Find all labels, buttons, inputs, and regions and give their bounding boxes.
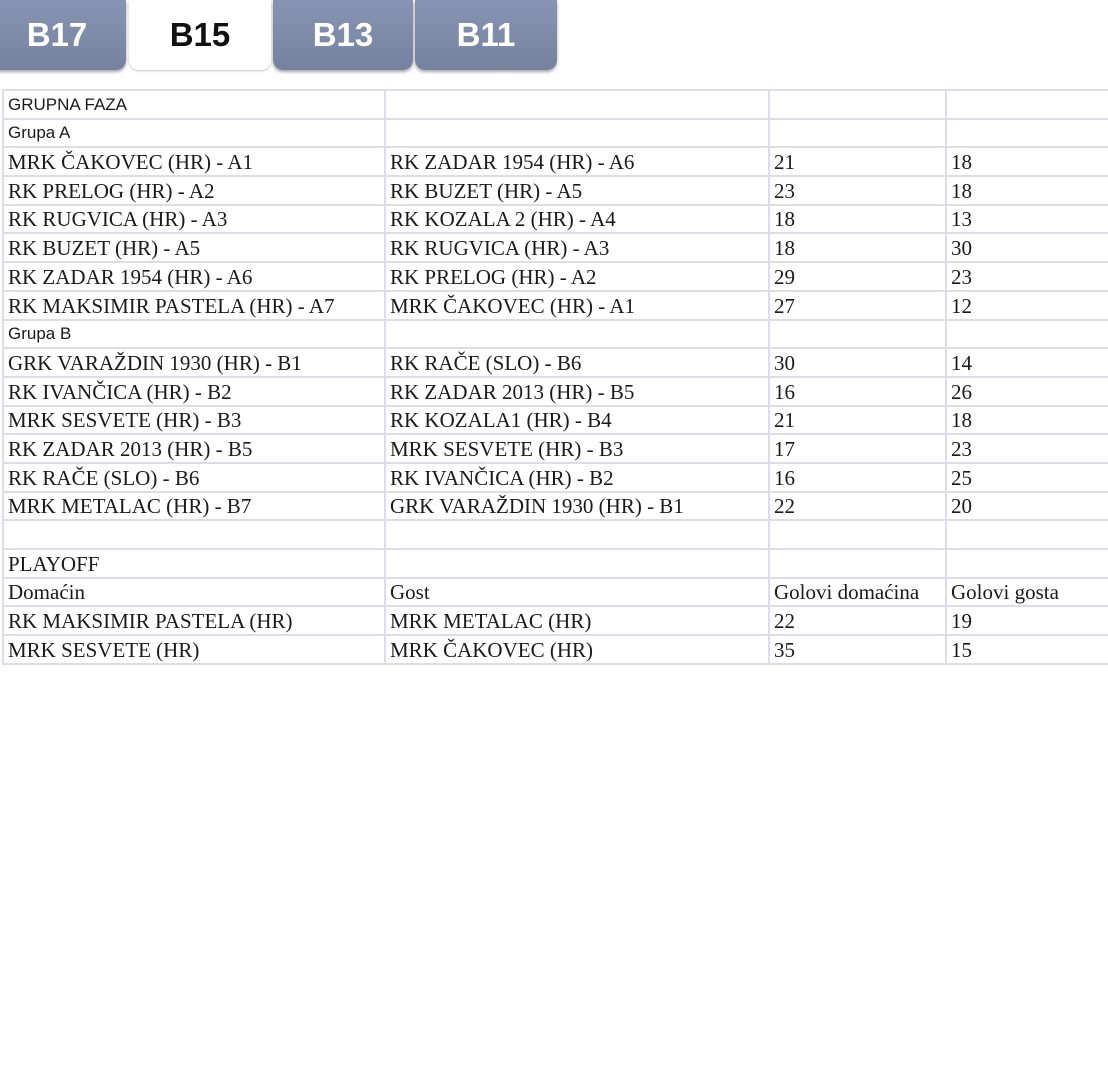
home-team-cell[interactable]: RK IVANČICA (HR) - B2 [3, 377, 385, 406]
home-goals-cell[interactable] [769, 119, 946, 148]
home-team-cell[interactable]: RK RAČE (SLO) - B6 [3, 463, 385, 492]
home-team-cell[interactable]: MRK SESVETE (HR) [3, 635, 385, 664]
match-row [3, 262, 1108, 291]
home-goals-cell[interactable]: 23 [769, 176, 946, 205]
results-sheet [2, 89, 1108, 665]
home-goals-cell[interactable]: 16 [769, 377, 946, 406]
match-row [3, 463, 1108, 492]
home-goals-cell[interactable] [769, 320, 946, 349]
header-row [3, 578, 1108, 607]
section-row [3, 320, 1108, 349]
match-row [3, 434, 1108, 463]
match-row [3, 291, 1108, 320]
match-row [3, 147, 1108, 176]
away-goals-cell[interactable]: 20 [946, 492, 1108, 521]
away-team-cell[interactable]: GRK VARAŽDIN 1930 (HR) - B1 [385, 492, 769, 521]
away-goals-cell[interactable]: 30 [946, 233, 1108, 262]
away-team-cell[interactable]: RK BUZET (HR) - A5 [385, 176, 769, 205]
home-goals-cell[interactable]: 22 [769, 606, 946, 635]
home-goals-cell[interactable]: 18 [769, 233, 946, 262]
column-header-cell[interactable]: Gost [385, 578, 769, 607]
away-team-cell[interactable] [385, 119, 769, 148]
home-team-cell[interactable]: RK MAKSIMIR PASTELA (HR) - A7 [3, 291, 385, 320]
home-goals-cell[interactable]: 17 [769, 434, 946, 463]
away-team-cell[interactable]: RK ZADAR 1954 (HR) - A6 [385, 147, 769, 176]
empty-cell[interactable] [3, 520, 385, 549]
away-goals-cell[interactable]: 25 [946, 463, 1108, 492]
away-team-cell[interactable]: MRK SESVETE (HR) - B3 [385, 434, 769, 463]
section-row [3, 90, 1108, 119]
away-goals-cell[interactable] [946, 320, 1108, 349]
away-goals-cell[interactable]: 18 [946, 406, 1108, 435]
column-header-cell[interactable]: Golovi gosta [946, 578, 1108, 607]
home-team-cell[interactable]: RK ZADAR 1954 (HR) - A6 [3, 262, 385, 291]
match-row [3, 406, 1108, 435]
home-team-cell[interactable]: RK PRELOG (HR) - A2 [3, 176, 385, 205]
away-team-cell[interactable]: RK PRELOG (HR) - A2 [385, 262, 769, 291]
away-goals-cell[interactable] [946, 90, 1108, 119]
away-team-cell[interactable]: RK RUGVICA (HR) - A3 [385, 233, 769, 262]
home-team-cell[interactable]: MRK METALAC (HR) - B7 [3, 492, 385, 521]
tab-b13[interactable]: B13 [273, 0, 413, 70]
empty-cell[interactable] [769, 520, 946, 549]
results-table [2, 89, 1108, 665]
empty-cell[interactable] [946, 520, 1108, 549]
match-row [3, 377, 1108, 406]
away-goals-cell[interactable] [946, 119, 1108, 148]
away-goals-cell[interactable]: 14 [946, 348, 1108, 377]
home-goals-cell[interactable]: 30 [769, 348, 946, 377]
away-goals-cell[interactable]: 23 [946, 434, 1108, 463]
home-goals-cell[interactable]: 27 [769, 291, 946, 320]
home-goals-cell[interactable]: 16 [769, 463, 946, 492]
away-team-cell[interactable]: MRK ČAKOVEC (HR) [385, 635, 769, 664]
match-row [3, 205, 1108, 234]
away-team-cell[interactable]: RK KOZALA 2 (HR) - A4 [385, 205, 769, 234]
home-team-cell[interactable]: MRK SESVETE (HR) - B3 [3, 406, 385, 435]
home-goals-cell[interactable]: 18 [769, 205, 946, 234]
home-goals-cell[interactable] [769, 90, 946, 119]
away-team-cell[interactable]: RK RAČE (SLO) - B6 [385, 348, 769, 377]
home-goals-cell[interactable]: 21 [769, 406, 946, 435]
home-team-cell[interactable]: RK BUZET (HR) - A5 [3, 233, 385, 262]
away-goals-cell[interactable]: 18 [946, 176, 1108, 205]
playoff-title-cell[interactable]: PLAYOFF [3, 549, 385, 578]
away-goals-cell[interactable] [946, 549, 1108, 578]
away-team-cell[interactable]: RK ZADAR 2013 (HR) - B5 [385, 377, 769, 406]
match-row [3, 233, 1108, 262]
tab-b11[interactable]: B11 [415, 0, 557, 70]
home-goals-cell[interactable]: 29 [769, 262, 946, 291]
home-goals-cell[interactable]: 21 [769, 147, 946, 176]
section-label-cell[interactable]: Grupa A [3, 119, 385, 148]
away-team-cell[interactable]: MRK METALAC (HR) [385, 606, 769, 635]
home-team-cell[interactable]: MRK ČAKOVEC (HR) - A1 [3, 147, 385, 176]
away-team-cell[interactable] [385, 90, 769, 119]
away-goals-cell[interactable]: 15 [946, 635, 1108, 664]
home-team-cell[interactable]: RK MAKSIMIR PASTELA (HR) [3, 606, 385, 635]
away-team-cell[interactable]: RK IVANČICA (HR) - B2 [385, 463, 769, 492]
home-team-cell[interactable]: RK ZADAR 2013 (HR) - B5 [3, 434, 385, 463]
away-goals-cell[interactable]: 13 [946, 205, 1108, 234]
home-team-cell[interactable]: GRK VARAŽDIN 1930 (HR) - B1 [3, 348, 385, 377]
away-team-cell[interactable] [385, 320, 769, 349]
away-team-cell[interactable] [385, 549, 769, 578]
away-goals-cell[interactable]: 12 [946, 291, 1108, 320]
match-row [3, 635, 1108, 664]
section-label-cell[interactable]: GRUPNA FAZA [3, 90, 385, 119]
match-row [3, 606, 1108, 635]
empty-cell[interactable] [385, 520, 769, 549]
home-goals-cell[interactable] [769, 549, 946, 578]
tab-b15[interactable]: B15 [129, 0, 271, 70]
home-goals-cell[interactable]: 35 [769, 635, 946, 664]
title-row [3, 549, 1108, 578]
away-team-cell[interactable]: MRK ČAKOVEC (HR) - A1 [385, 291, 769, 320]
away-goals-cell[interactable]: 18 [946, 147, 1108, 176]
blank-row [3, 520, 1108, 549]
home-team-cell[interactable]: RK RUGVICA (HR) - A3 [3, 205, 385, 234]
section-row [3, 119, 1108, 148]
sheet-tab-bar [0, 0, 1108, 72]
match-row [3, 348, 1108, 377]
column-header-cell[interactable]: Golovi domaćina [769, 578, 946, 607]
away-goals-cell[interactable]: 19 [946, 606, 1108, 635]
column-header-cell[interactable]: Domaćin [3, 578, 385, 607]
tab-b17[interactable]: B17 [0, 0, 126, 70]
results-table-body [3, 90, 1108, 664]
away-goals-cell[interactable]: 23 [946, 262, 1108, 291]
away-team-cell[interactable]: RK KOZALA1 (HR) - B4 [385, 406, 769, 435]
section-label-cell[interactable]: Grupa B [3, 320, 385, 349]
match-row [3, 492, 1108, 521]
match-row [3, 176, 1108, 205]
home-goals-cell[interactable]: 22 [769, 492, 946, 521]
away-goals-cell[interactable]: 26 [946, 377, 1108, 406]
